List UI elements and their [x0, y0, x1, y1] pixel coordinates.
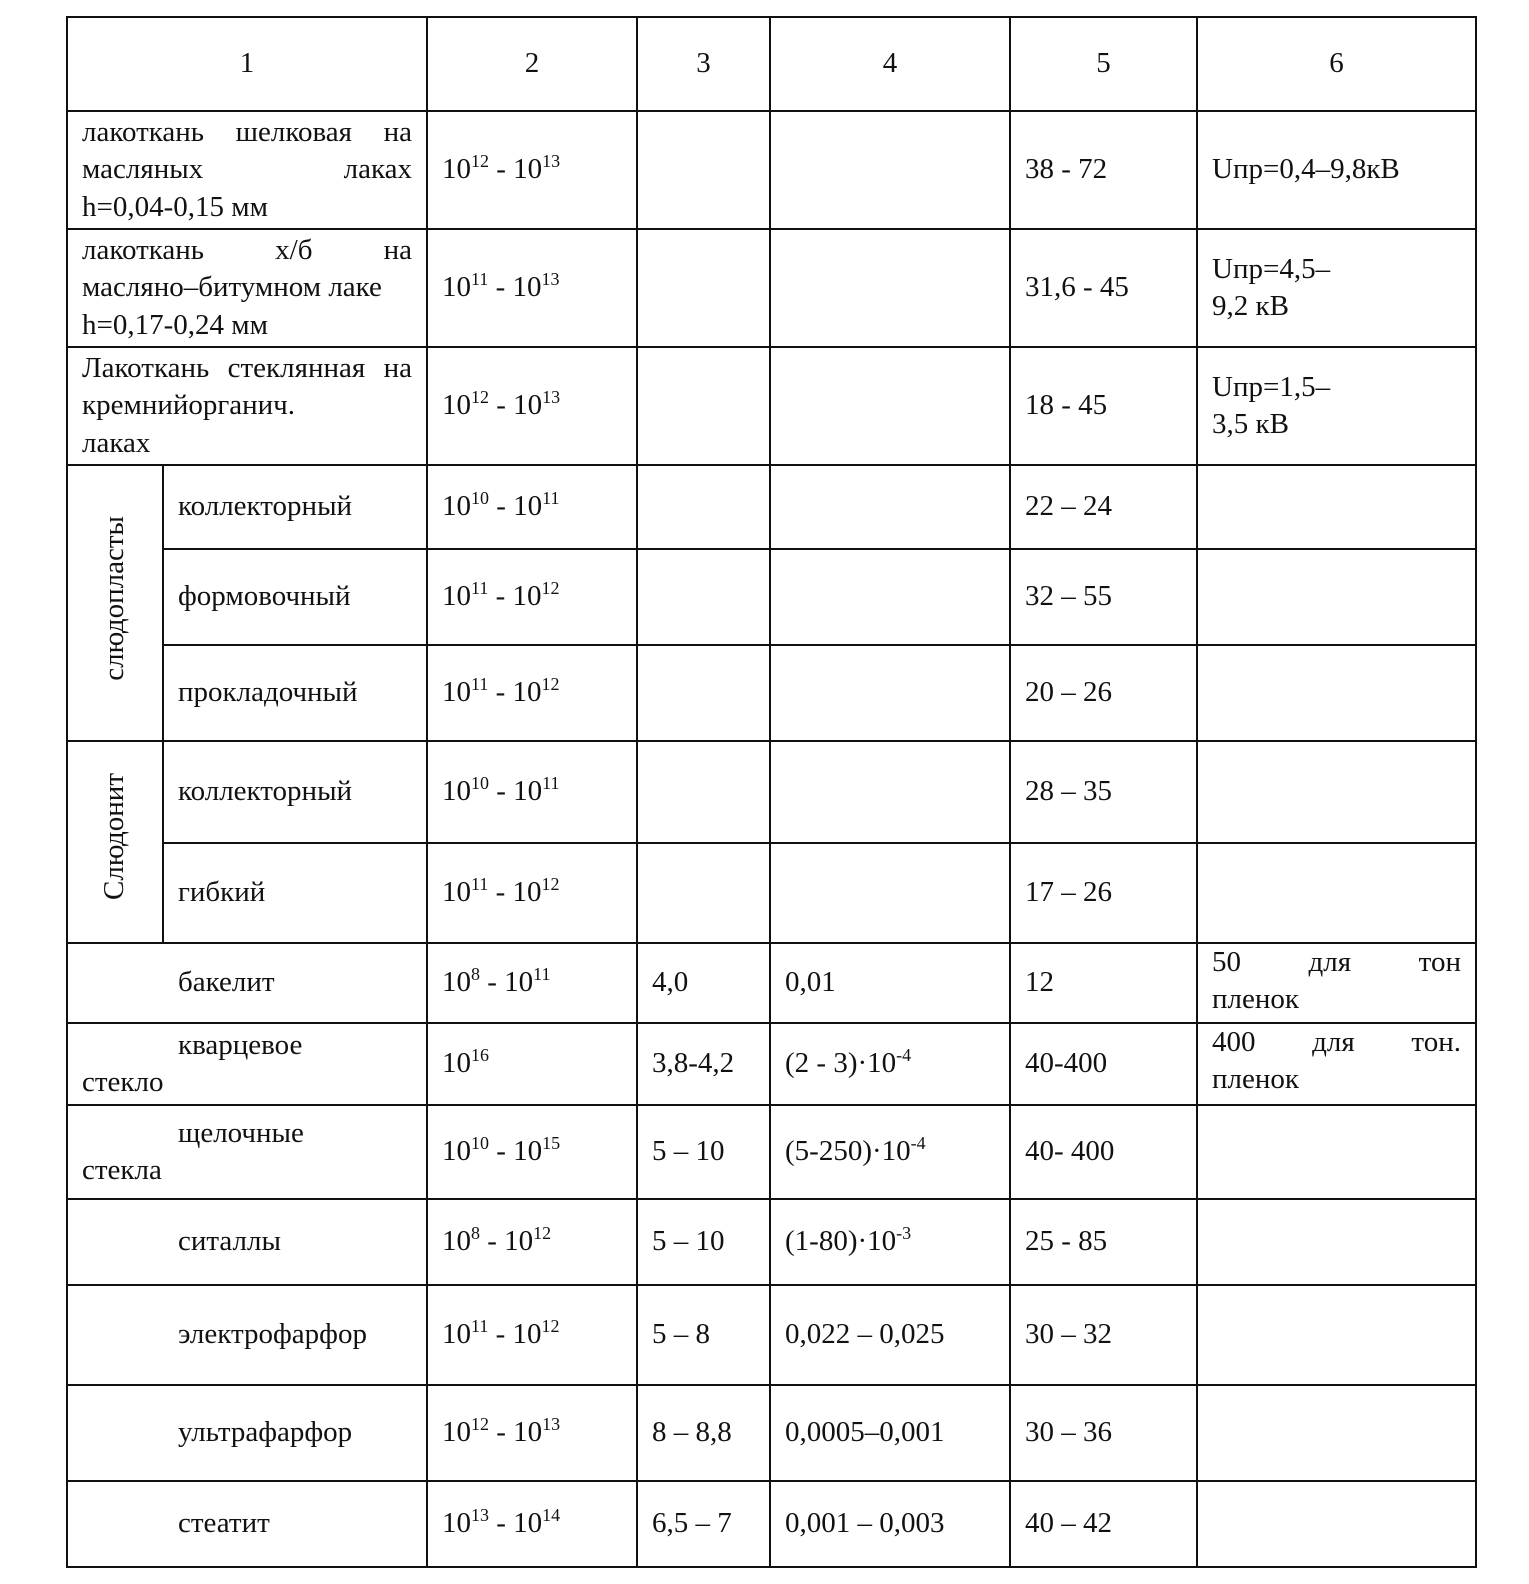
- materials-table: [66, 16, 1477, 1568]
- header-cell: 4: [770, 17, 1010, 111]
- note-cell: [1197, 1105, 1476, 1199]
- note-cell: [1197, 1199, 1476, 1285]
- permittivity-cell: 5 – 10: [637, 1199, 770, 1285]
- resistivity-cell: $10^8 - 10^{11}$: [427, 943, 637, 1023]
- breakdown-cell: 40 – 42: [1010, 1481, 1197, 1567]
- breakdown-cell: 20 – 26: [1010, 645, 1197, 741]
- permittivity-cell: 5 – 8: [637, 1285, 770, 1385]
- header-cell: 6: [1197, 17, 1476, 111]
- resistivity-cell: $10^{11} - 10^{12}$: [427, 645, 637, 741]
- permittivity-cell: [637, 741, 770, 843]
- header-row: [67, 17, 1476, 111]
- note-cell: [1197, 465, 1476, 549]
- resistivity-cell: $10^{12} - 10^{13}$: [427, 347, 637, 465]
- note-cell: [1197, 1481, 1476, 1567]
- material-name: коллекторный: [163, 465, 427, 549]
- resistivity-cell: $10^{12} - 10^{13}$: [427, 1385, 637, 1481]
- permittivity-cell: [637, 843, 770, 943]
- note-cell: 50 для тон пленок: [1197, 943, 1476, 1023]
- note-cell: 400 для тон. пленок: [1197, 1023, 1476, 1105]
- material-name: формовочный: [163, 549, 427, 645]
- material-name: щелочные стекла: [67, 1105, 427, 1199]
- table-row: [67, 843, 1476, 943]
- loss-tangent-cell: [770, 645, 1010, 741]
- table-row: [67, 229, 1476, 347]
- permittivity-cell: 5 – 10: [637, 1105, 770, 1199]
- loss-tangent-cell: [770, 347, 1010, 465]
- table-row: [67, 1481, 1476, 1567]
- resistivity-cell: $10^{11} - 10^{12}$: [427, 1285, 637, 1385]
- loss-tangent-cell: 0,01: [770, 943, 1010, 1023]
- permittivity-cell: [637, 347, 770, 465]
- resistivity-cell: $10^{11} - 10^{13}$: [427, 229, 637, 347]
- table-row: [67, 943, 1476, 1023]
- breakdown-cell: 12: [1010, 943, 1197, 1023]
- permittivity-cell: [637, 549, 770, 645]
- group-label-micaplast: слюдопласты: [67, 465, 163, 741]
- note-cell: Uпр=0,4–9,8кВ: [1197, 111, 1476, 229]
- note-cell: Uпр=1,5– 3,5 кВ: [1197, 347, 1476, 465]
- permittivity-cell: 3,8-4,2: [637, 1023, 770, 1105]
- material-name: электрофарфор: [67, 1285, 427, 1385]
- loss-tangent-cell: [770, 843, 1010, 943]
- loss-tangent-cell: [770, 229, 1010, 347]
- table-row: [67, 645, 1476, 741]
- loss-tangent-cell: 0,0005–0,001: [770, 1385, 1010, 1481]
- material-name: гибкий: [163, 843, 427, 943]
- note-cell: [1197, 843, 1476, 943]
- loss-tangent-cell: $(2 - 3)\cdot 10^{-4}$: [770, 1023, 1010, 1105]
- material-name: коллекторный: [163, 741, 427, 843]
- breakdown-cell: 30 – 32: [1010, 1285, 1197, 1385]
- resistivity-cell: $10^{13} - 10^{14}$: [427, 1481, 637, 1567]
- loss-tangent-cell: [770, 465, 1010, 549]
- permittivity-cell: 4,0: [637, 943, 770, 1023]
- table-row: [67, 1105, 1476, 1199]
- note-cell: [1197, 549, 1476, 645]
- resistivity-cell: $10^{10} - 10^{15}$: [427, 1105, 637, 1199]
- resistivity-cell: $10^{12} - 10^{13}$: [427, 111, 637, 229]
- table-row: [67, 1385, 1476, 1481]
- note-cell: [1197, 1385, 1476, 1481]
- resistivity-cell: $10^{10} - 10^{11}$: [427, 465, 637, 549]
- permittivity-cell: [637, 465, 770, 549]
- table-row: [67, 111, 1476, 229]
- permittivity-cell: [637, 645, 770, 741]
- resistivity-cell: $10^{16}$: [427, 1023, 637, 1105]
- header-cell: 2: [427, 17, 637, 111]
- resistivity-cell: $10^{11} - 10^{12}$: [427, 843, 637, 943]
- breakdown-cell: 38 - 72: [1010, 111, 1197, 229]
- note-cell: [1197, 645, 1476, 741]
- breakdown-cell: 32 – 55: [1010, 549, 1197, 645]
- table-row: [67, 741, 1476, 843]
- table-row: [67, 347, 1476, 465]
- loss-tangent-cell: $(1-80)\cdot 10^{-3}$: [770, 1199, 1010, 1285]
- permittivity-cell: [637, 229, 770, 347]
- header-cell: 1: [67, 17, 427, 111]
- material-name: лакоткань х/б на масляно–битумном лаке h=0,17-0,24 мм: [67, 229, 427, 347]
- material-name: стеатит: [67, 1481, 427, 1567]
- resistivity-cell: $10^{10} - 10^{11}$: [427, 741, 637, 843]
- table-row: [67, 549, 1476, 645]
- breakdown-cell: 25 - 85: [1010, 1199, 1197, 1285]
- table-row: [67, 1023, 1476, 1105]
- loss-tangent-cell: [770, 111, 1010, 229]
- note-cell: Uпр=4,5– 9,2 кВ: [1197, 229, 1476, 347]
- material-name: ультрафарфор: [67, 1385, 427, 1481]
- resistivity-cell: $10^8 - 10^{12}$: [427, 1199, 637, 1285]
- table-row: [67, 465, 1476, 549]
- material-name: Лакоткань стеклянная на кремнийорганич. лаках: [67, 347, 427, 465]
- permittivity-cell: 6,5 – 7: [637, 1481, 770, 1567]
- material-name: прокладочный: [163, 645, 427, 741]
- breakdown-cell: 30 – 36: [1010, 1385, 1197, 1481]
- table-row: [67, 1285, 1476, 1385]
- breakdown-cell: 40-400: [1010, 1023, 1197, 1105]
- material-name: кварцевое стекло: [67, 1023, 427, 1105]
- group-label-micanite: Слюдонит: [67, 741, 163, 943]
- breakdown-cell: 22 – 24: [1010, 465, 1197, 549]
- note-cell: [1197, 1285, 1476, 1385]
- breakdown-cell: 18 - 45: [1010, 347, 1197, 465]
- loss-tangent-cell: [770, 741, 1010, 843]
- material-name: ситаллы: [67, 1199, 427, 1285]
- permittivity-cell: [637, 111, 770, 229]
- loss-tangent-cell: [770, 549, 1010, 645]
- breakdown-cell: 28 – 35: [1010, 741, 1197, 843]
- material-name: бакелит: [67, 943, 427, 1023]
- loss-tangent-cell: 0,022 – 0,025: [770, 1285, 1010, 1385]
- permittivity-cell: 8 – 8,8: [637, 1385, 770, 1481]
- header-cell: 5: [1010, 17, 1197, 111]
- header-cell: 3: [637, 17, 770, 111]
- table-row: [67, 1199, 1476, 1285]
- note-cell: [1197, 741, 1476, 843]
- material-name: лакоткань шелковая на масляных лаках h=0,04-0,15 мм: [67, 111, 427, 229]
- breakdown-cell: 31,6 - 45: [1010, 229, 1197, 347]
- loss-tangent-cell: $(5-250)\cdot 10^{-4}$: [770, 1105, 1010, 1199]
- loss-tangent-cell: 0,001 – 0,003: [770, 1481, 1010, 1567]
- resistivity-cell: $10^{11} - 10^{12}$: [427, 549, 637, 645]
- breakdown-cell: 40- 400: [1010, 1105, 1197, 1199]
- breakdown-cell: 17 – 26: [1010, 843, 1197, 943]
